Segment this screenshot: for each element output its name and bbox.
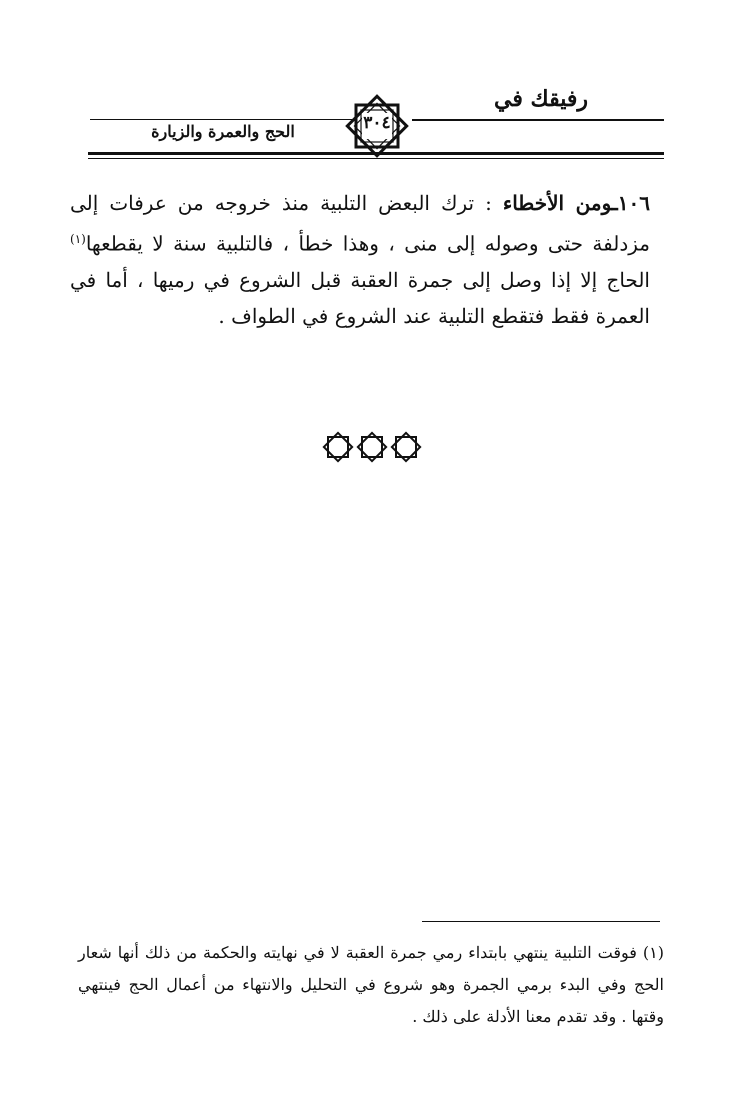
header-rule-right xyxy=(412,119,664,121)
footnote-text: (١) فوقت التلبية ينتهي بابتداء رمي جمرة العقبة لا في نهايته والحكمة من ذلك أنها شعار الحج وفي البدء برمي الجمرة وهو شروع في التحليل والانتهاء من أعمال الحج فينتهي وقتها . وقد تقدم معنا الأدلة على ذلك . xyxy=(78,943,665,1026)
page-number: ٣٠٤ xyxy=(363,113,391,133)
footnote-reference: (١) xyxy=(70,232,86,246)
item-number: ١٠٦ xyxy=(617,191,651,215)
running-head-book-title: رفيقك في xyxy=(494,86,588,112)
header-double-rule-thick xyxy=(88,152,664,155)
header-double-rule-thin xyxy=(88,158,664,159)
star-ornament-middle xyxy=(358,433,386,461)
header-rule-left xyxy=(90,119,352,120)
item-lead-phrase: ومن الأخطاء xyxy=(502,191,612,215)
star-ornament-right xyxy=(392,433,420,461)
star-ornament-left xyxy=(324,433,352,461)
running-head-subtitle: الحج والعمرة والزيارة xyxy=(151,122,295,141)
footnote-separator xyxy=(422,921,660,922)
body-paragraph xyxy=(70,185,650,334)
body-text-part-2: الحاج إلا إذا وصل إلى جمرة العقبة قبل الشروع في رميها ، أما في العمرة فقط فتقطع التلبية عند الشروع في الطواف . xyxy=(70,267,650,328)
item-separator: ـ xyxy=(611,191,618,215)
body-text-part-1: : ترك البعض التلبية منذ خروجه من عرفات إلى مزدلفة حتى وصوله إلى منى ، وهذا خطأ ، فالتلبية سنة لا يقطعها xyxy=(70,191,650,256)
three-star-ornament-icon xyxy=(322,428,422,468)
